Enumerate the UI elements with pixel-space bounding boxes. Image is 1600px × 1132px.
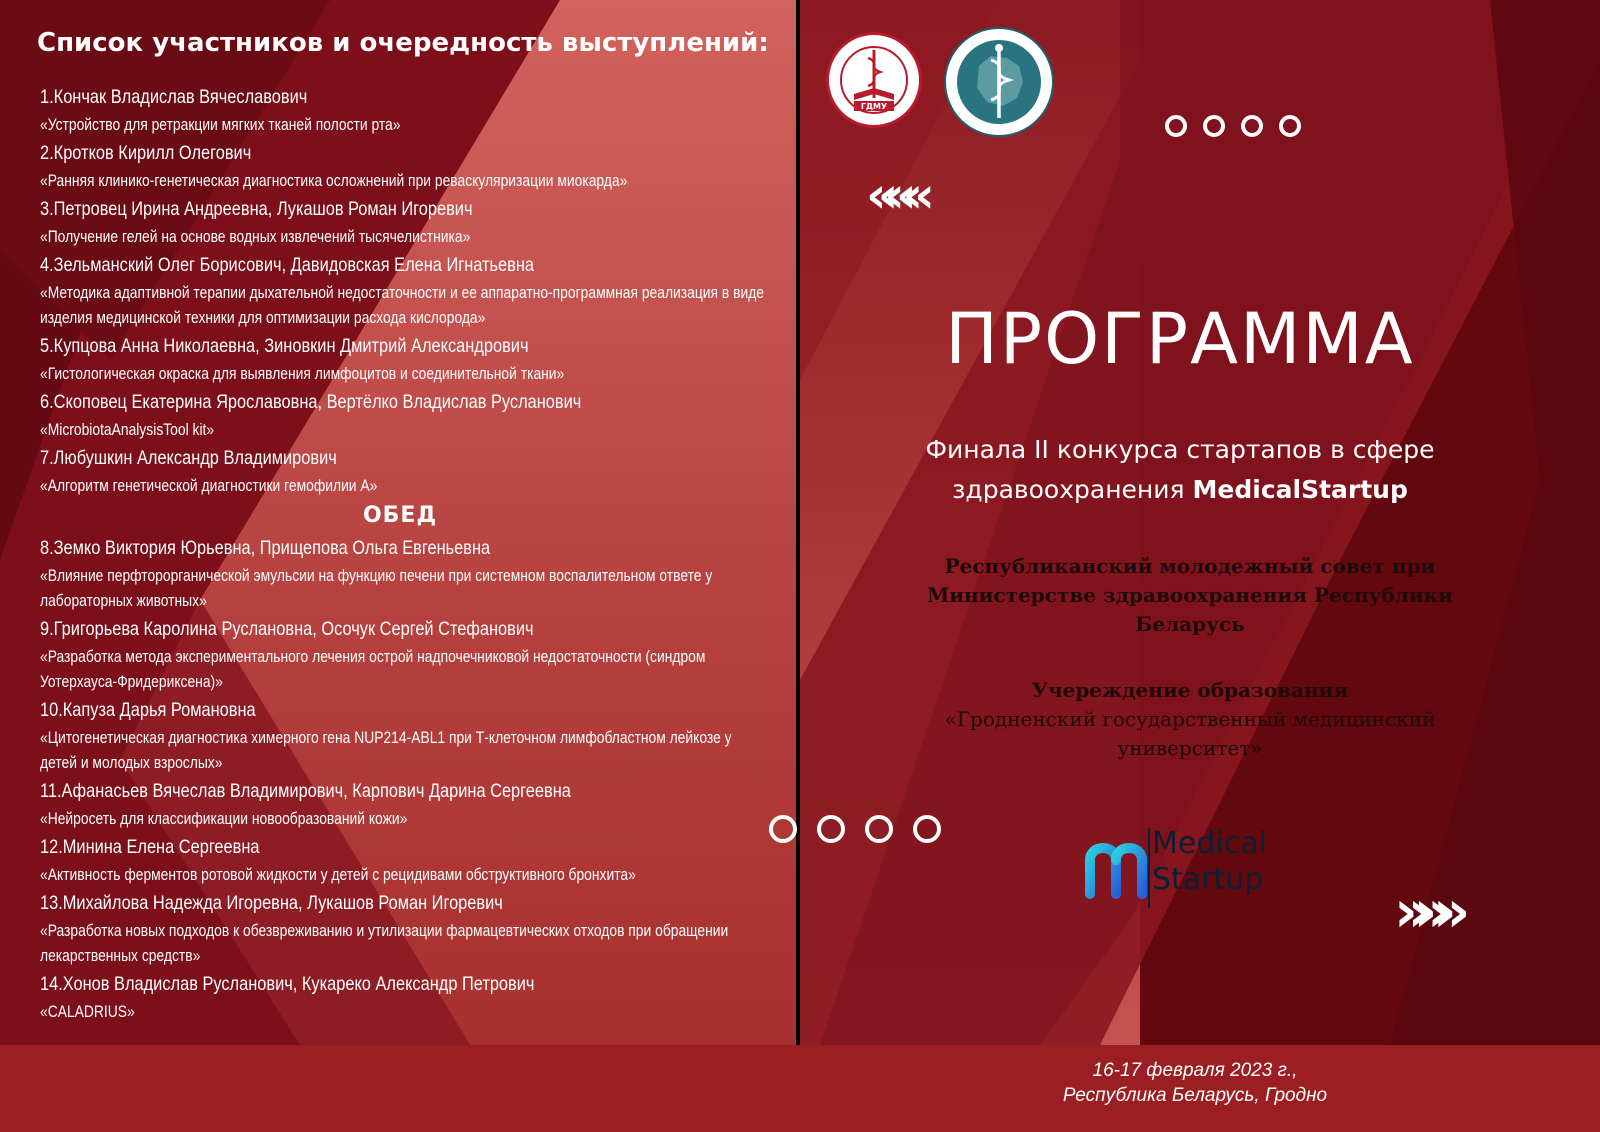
- university-org-heading: Учереждение образования: [1031, 678, 1349, 702]
- participant-topic: «Алгоритм генетической диагностики гемофилии А»: [40, 477, 378, 495]
- ring-icon: [865, 815, 893, 843]
- participant-topic: «Нейросеть для классификации новообразований кожи»: [40, 810, 408, 828]
- chevrons-left-icon: «««: [866, 166, 921, 224]
- subtitle-brand: MedicalStartup: [1192, 475, 1408, 504]
- participant-topic: «Цитогенетическая диагностика химерного гена NUP214-ABL1 при Т-клеточном лимфобластном лейкозе у детей и молодых взрослых»: [40, 729, 732, 772]
- participant-item: [40, 250, 770, 331]
- participant-item: [40, 533, 770, 614]
- subtitle-text: Финала II конкурса стартапов в сфере здравоохранения: [925, 435, 1435, 504]
- chevrons-right-icon: »»»: [1394, 877, 1453, 945]
- participant-name: 3.Петровец Ирина Андреевна, Лукашов Роман Игоревич: [40, 198, 473, 220]
- grodno-university-logo: [824, 30, 924, 130]
- youth-council-org: Республиканский молодежный совет при Министерстве здравоохранения Республики Беларусь: [927, 554, 1453, 636]
- participant-name: 2.Кротков Кирилл Олегович: [40, 142, 252, 164]
- participant-name: 12.Минина Елена Сергеевна: [40, 836, 260, 858]
- event-subtitle: [900, 430, 1460, 510]
- university-org: [940, 676, 1440, 763]
- participant-item: [40, 888, 770, 969]
- footer-place: Республика Беларусь, Гродно: [1062, 1085, 1328, 1106]
- participant-name: 6.Скоповец Екатерина Ярославовна, Вертёлко Владислав Русланович: [40, 391, 582, 413]
- medical-startup-wordmark: [1152, 826, 1267, 898]
- participant-topic: «Гистологическая окраска для выявления лимфоцитов и соединительной ткани»: [40, 365, 565, 383]
- participant-item: [40, 138, 770, 194]
- decorative-dots-top: [1165, 115, 1301, 137]
- university-org-name: «Гродненский государственный медицинский университет»: [944, 707, 1436, 760]
- ring-icon: [1279, 115, 1301, 137]
- participant-topic: «MicrobiotaAnalysisTool kit»: [40, 421, 215, 439]
- ring-icon: [817, 815, 845, 843]
- participant-name: 8.Земко Виктория Юрьевна, Прищепова Ольга Евгеньевна: [40, 537, 491, 559]
- participant-topic: «Влияние перфторорганической эмульсии на функцию печени при системном воспалительном ответе у лабораторных животных»: [40, 567, 713, 610]
- participants-title: Список участников и очередность выступлений:: [37, 28, 769, 58]
- participant-name: 5.Купцова Анна Николаевна, Зиновкин Дмитрий Александрович: [40, 335, 529, 357]
- participant-name: 4.Зельманский Олег Борисович, Давидовская Елена Игнатьевна: [40, 254, 535, 276]
- participant-item: [40, 443, 770, 499]
- participant-item: [40, 387, 770, 443]
- center-divider: [796, 0, 800, 1045]
- participant-item: [40, 82, 770, 138]
- participant-item: [40, 832, 770, 888]
- ring-icon: [913, 815, 941, 843]
- participant-item: [40, 614, 770, 695]
- ring-icon: [1165, 115, 1187, 137]
- participant-item: [40, 776, 770, 832]
- footer-date-place: [1020, 1058, 1370, 1108]
- participant-item: [40, 969, 770, 1025]
- participant-topic: «CALADRIUS»: [40, 1003, 135, 1021]
- participant-topic: «Получение гелей на основе водных извлечений тысячелистника»: [40, 228, 471, 246]
- ring-icon: [769, 815, 797, 843]
- participant-topic: «Активность ферментов ротовой жидкости у детей с рецидивами обструктивного бронхита»: [40, 866, 636, 884]
- footer-date: 16-17 февраля 2023 г.,: [1092, 1060, 1298, 1081]
- participant-topic: «Разработка новых подходов к обезвреживанию и утилизации фармацевтических отходов при обращении лекарственных средств»: [40, 922, 729, 965]
- wordmark-line2: Startup: [1152, 862, 1264, 897]
- participant-name: 7.Любушкин Александр Владимирович: [40, 447, 337, 469]
- health-ministry-logo: [943, 26, 1055, 138]
- participant-name: 13.Михайлова Надежда Игоревна, Лукашов Роман Игоревич: [40, 892, 503, 914]
- program-title: ПРОГРАММА: [945, 298, 1415, 380]
- participant-item: [40, 331, 770, 387]
- participant-name: 1.Кончак Владислав Вячеславович: [40, 86, 308, 108]
- logo1-abbr: ГДМУ: [860, 102, 888, 111]
- participant-name: 10.Капуза Дарья Романовна: [40, 699, 256, 721]
- participant-topic: «Ранняя клинико-генетическая диагностика осложнений при реваскуляризации миокарда»: [40, 172, 628, 190]
- participants-list: [40, 82, 770, 1025]
- participant-item: [40, 194, 770, 250]
- participant-name: 14.Хонов Владислав Русланович, Кукареко Александр Петрович: [40, 973, 535, 995]
- participant-name: 9.Григорьева Каролина Руслановна, Осочук Сергей Стефанович: [40, 618, 534, 640]
- ring-icon: [1241, 115, 1263, 137]
- participant-name: 11.Афанасьев Вячеслав Владимирович, Карпович Дарина Сергеевна: [40, 780, 571, 802]
- ring-icon: [1203, 115, 1225, 137]
- wordmark-line1: Medical: [1152, 826, 1267, 861]
- decorative-dots-middle: [769, 815, 941, 843]
- lunch-break-label: ОБЕД: [362, 503, 438, 528]
- participant-item: [40, 695, 770, 776]
- participant-topic: «Разработка метода экспериментального лечения острой надпочечниковой недостаточности (синдром Уотерхауса-Фридериксена)»: [40, 648, 706, 691]
- participant-topic: «Методика адаптивной терапии дыхательной недостаточности и ее аппаратно-программная реализация в виде изделия медицинской техники для оптимизации расхода кислорода»: [40, 284, 765, 327]
- participant-topic: «Устройство для ретракции мягких тканей полости рта»: [40, 116, 401, 134]
